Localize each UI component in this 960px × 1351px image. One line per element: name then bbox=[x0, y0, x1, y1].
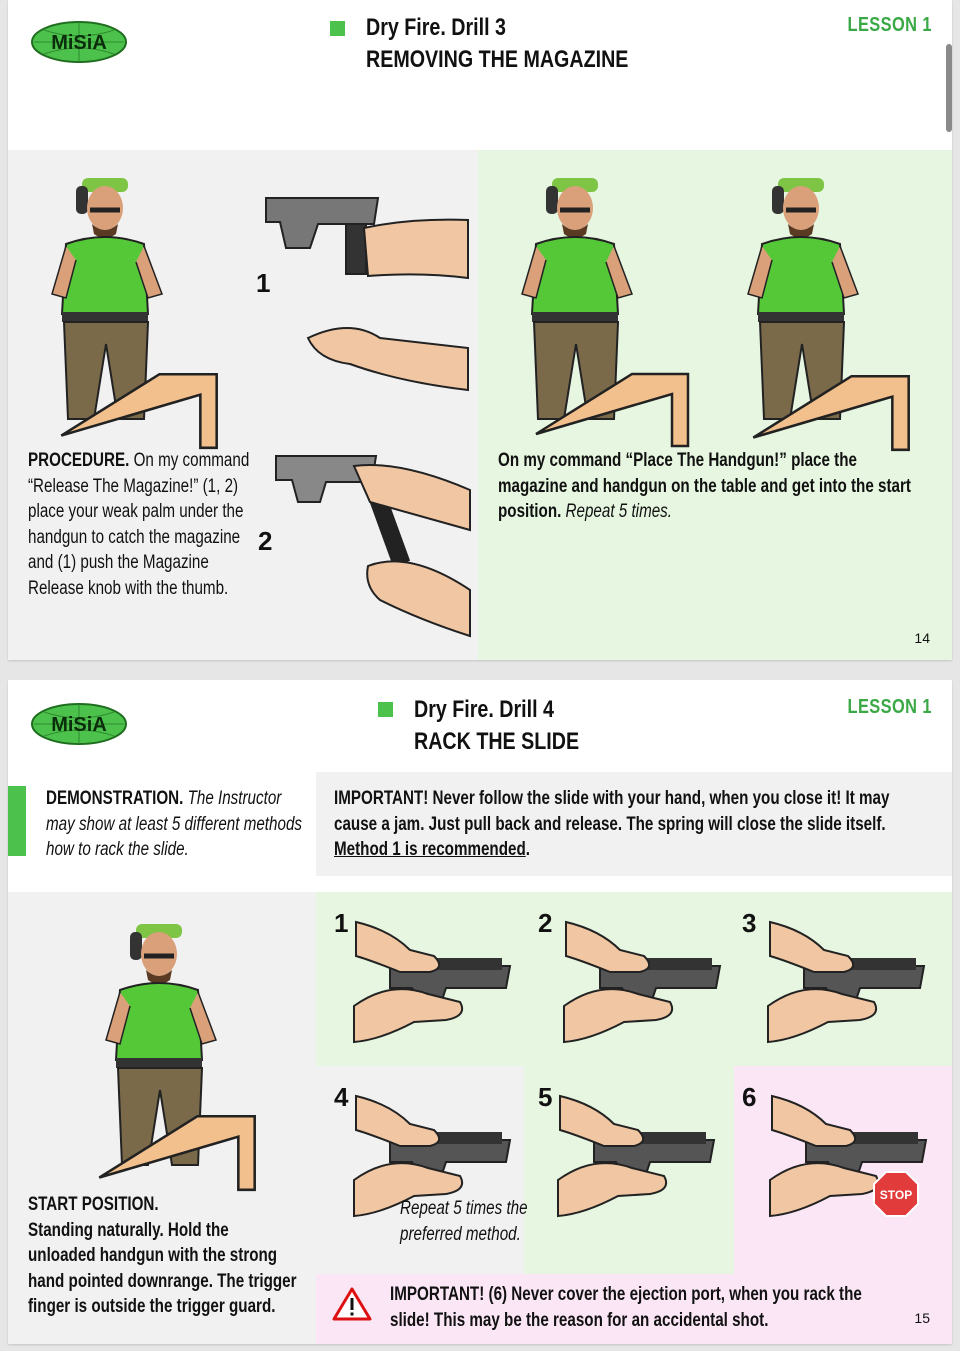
method-number-6: 6 bbox=[742, 1082, 757, 1112]
demonstration-lead: DEMONSTRATION. bbox=[46, 788, 184, 809]
table-illustration-4 bbox=[94, 1106, 260, 1198]
logo-text: MiSiA bbox=[51, 714, 107, 736]
recommended-method-note: Method 1 is recommended bbox=[334, 839, 526, 860]
step-number-2: 2 bbox=[258, 526, 273, 556]
method-3-illustration bbox=[764, 910, 944, 1050]
step-number-1: 1 bbox=[256, 268, 271, 298]
important-jam-panel bbox=[316, 772, 952, 876]
warning-triangle-icon bbox=[332, 1286, 372, 1322]
drill-title: Dry Fire. Drill 4 bbox=[414, 696, 555, 723]
stop-sign-text: STOP bbox=[879, 1188, 913, 1202]
procedure-text bbox=[28, 448, 318, 601]
drill-subtitle: RACK THE SLIDE bbox=[414, 728, 580, 755]
page-number: 15 bbox=[914, 1310, 930, 1326]
important-ejection-lead: IMPORTANT! bbox=[390, 1284, 485, 1305]
misia-logo bbox=[30, 20, 128, 64]
procedure-lead: PROCEDURE. bbox=[28, 450, 130, 471]
method-number-5: 5 bbox=[538, 1082, 553, 1112]
place-handgun-repeat: Repeat 5 times. bbox=[565, 501, 673, 522]
method-2-illustration bbox=[560, 910, 740, 1050]
important-jam-lead: IMPORTANT! bbox=[334, 788, 429, 809]
magazine-release-illustration bbox=[260, 168, 470, 398]
important-ejection-text bbox=[390, 1282, 952, 1333]
important-jam-end: . bbox=[525, 839, 530, 860]
start-position-panel bbox=[8, 892, 316, 1344]
procedure-panel bbox=[8, 150, 478, 660]
important-ejection-body: (6) Never cover the ejection port, when you rack the slide! This may be the reason for an accidental shot. bbox=[390, 1284, 862, 1331]
method-1-illustration bbox=[350, 910, 530, 1050]
logo-text: MiSiA bbox=[51, 32, 107, 54]
procedure-body: On my command “Release The Magazine!” (1, 2) place your weak palm under the handgun to catch the magazine and (1) push the Magazine Release knob with the thumb. bbox=[28, 450, 250, 599]
table-illustration-3 bbox=[748, 366, 914, 458]
repeat-method-body: Repeat 5 times the preferred method. bbox=[400, 1198, 528, 1245]
drill-subtitle: REMOVING THE MAGAZINE bbox=[366, 46, 629, 73]
important-jam-body: Never follow the slide with your hand, when you close it! It may cause a jam. Just pull back and release. The spring will close the slide itself. bbox=[334, 788, 890, 835]
demo-accent-bar bbox=[8, 786, 26, 856]
drill-title: Dry Fire. Drill 3 bbox=[366, 14, 507, 41]
title-bullet bbox=[378, 702, 393, 717]
method-number-1: 1 bbox=[334, 908, 349, 938]
start-position-body: Standing naturally. Hold the unloaded handgun with the strong hand pointed downrange. The trigger finger is outside the trigger guard. bbox=[28, 1219, 297, 1317]
misia-logo bbox=[30, 702, 128, 746]
start-position-lead: START POSITION. bbox=[28, 1194, 159, 1215]
place-handgun-body: On my command “Place The Handgun!” place the magazine and handgun on the table and get into the start position. bbox=[498, 450, 911, 522]
method-number-3: 3 bbox=[742, 908, 757, 938]
lesson-label: LESSON 1 bbox=[847, 14, 932, 36]
lesson-label: LESSON 1 bbox=[847, 696, 932, 718]
title-bullet bbox=[330, 21, 345, 36]
repeat-method-text bbox=[400, 1196, 600, 1247]
method-number-2: 2 bbox=[538, 908, 553, 938]
table-illustration bbox=[56, 364, 222, 456]
page-number: 14 bbox=[914, 630, 930, 646]
important-jam-text bbox=[334, 786, 952, 863]
page-15 bbox=[8, 680, 952, 1344]
page-14 bbox=[8, 0, 952, 660]
place-handgun-text bbox=[498, 448, 952, 525]
important-ejection-panel bbox=[316, 1274, 952, 1344]
table-illustration-2 bbox=[532, 364, 692, 454]
place-handgun-panel bbox=[478, 150, 952, 660]
demonstration-body: The Instructor may show at least 5 different methods how to rack the slide. bbox=[46, 788, 302, 860]
stop-sign-icon bbox=[872, 1170, 920, 1218]
scrollbar-thumb[interactable] bbox=[946, 44, 952, 132]
method-number-4: 4 bbox=[334, 1082, 349, 1112]
